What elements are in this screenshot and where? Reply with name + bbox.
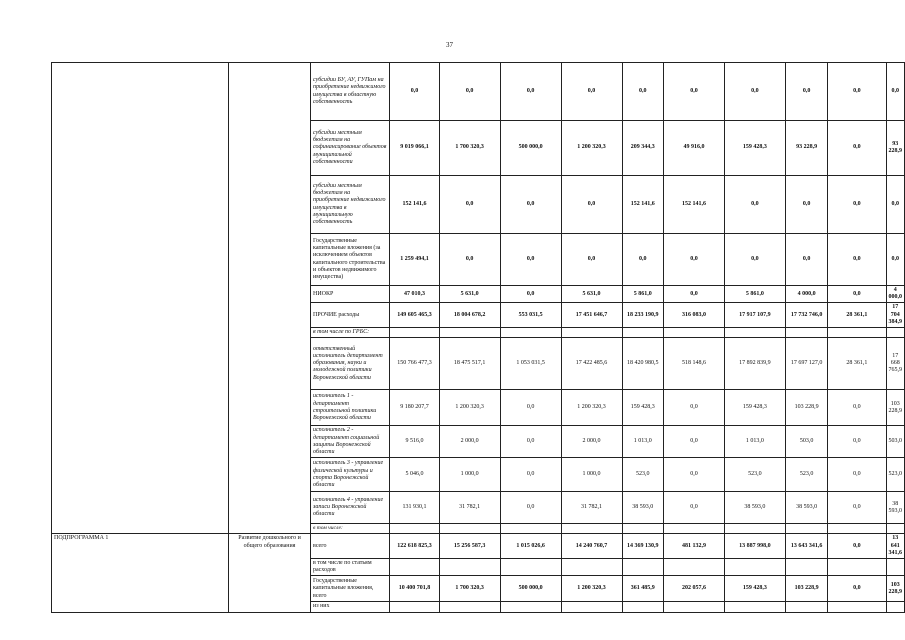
value-cell: 5 631,0: [561, 286, 622, 303]
page-number: 37: [446, 41, 453, 49]
row-label: исполнитель 1 - департамент строительной политики Воронежской области: [311, 390, 390, 426]
row-label: ПРОЧИЕ расходы: [311, 303, 390, 328]
value-cell: [828, 559, 886, 576]
value-cell: 159 428,3: [622, 390, 663, 426]
value-cell: [785, 328, 827, 338]
value-cell: 0,0: [500, 286, 561, 303]
value-cell: [622, 559, 663, 576]
value-cell: 18 004 678,2: [439, 303, 500, 328]
value-cell: [390, 559, 439, 576]
value-cell: 1 015 026,6: [500, 534, 561, 559]
value-cell: [663, 559, 724, 576]
value-cell: 0,0: [663, 458, 724, 492]
value-cell: 38 593,0: [785, 492, 827, 524]
value-cell: 1 700 320,3: [439, 121, 500, 176]
value-cell: 0,0: [663, 426, 724, 458]
value-cell: 149 605 465,3: [390, 303, 439, 328]
value-cell: [828, 524, 886, 534]
value-cell: 0,0: [663, 390, 724, 426]
value-cell: 0,0: [561, 63, 622, 121]
value-cell: 13 643 341,6: [785, 534, 827, 559]
value-cell: [828, 328, 886, 338]
value-cell: 17 668 765,9: [886, 338, 905, 390]
value-cell: 93 228,9: [785, 121, 827, 176]
row-label: в том числе по ГРБС:: [311, 328, 390, 338]
value-cell: 31 782,1: [439, 492, 500, 524]
value-cell: 361 485,9: [622, 576, 663, 602]
value-cell: [439, 524, 500, 534]
value-cell: 5 861,0: [724, 286, 785, 303]
value-cell: 0,0: [561, 234, 622, 286]
value-cell: 0,0: [500, 426, 561, 458]
table-row: [52, 534, 905, 559]
value-cell: 0,0: [622, 234, 663, 286]
value-cell: 13 887 998,0: [724, 534, 785, 559]
row-label: субсидии местным бюджетам на приобретение недвижимого имущества в муниципальную собственность: [311, 176, 390, 234]
budget-table: [51, 62, 905, 613]
value-cell: 14 369 130,9: [622, 534, 663, 559]
value-cell: 18 233 190,9: [622, 303, 663, 328]
value-cell: 0,0: [663, 234, 724, 286]
value-cell: 0,0: [785, 176, 827, 234]
value-cell: 9 180 207,7: [390, 390, 439, 426]
value-cell: 17 892 839,9: [724, 338, 785, 390]
left-margin-cell: [52, 63, 229, 534]
value-cell: 103 228,9: [886, 576, 905, 602]
value-cell: 209 344,3: [622, 121, 663, 176]
value-cell: 0,0: [828, 286, 886, 303]
value-cell: 1 000,0: [561, 458, 622, 492]
value-cell: 1 200 320,3: [561, 576, 622, 602]
value-cell: 18 420 980,5: [622, 338, 663, 390]
value-cell: [561, 524, 622, 534]
value-cell: 17 732 746,0: [785, 303, 827, 328]
value-cell: 1 053 031,5: [500, 338, 561, 390]
value-cell: 28 361,1: [828, 338, 886, 390]
value-cell: 5 046,0: [390, 458, 439, 492]
value-cell: 18 475 517,1: [439, 338, 500, 390]
value-cell: 38 593,0: [622, 492, 663, 524]
value-cell: [724, 602, 785, 612]
value-cell: 0,0: [724, 234, 785, 286]
row-label: исполнитель 2 - департамент социальной защиты Воронежской области: [311, 426, 390, 458]
value-cell: [500, 559, 561, 576]
value-cell: 0,0: [785, 234, 827, 286]
value-cell: [500, 524, 561, 534]
value-cell: [439, 559, 500, 576]
value-cell: 0,0: [439, 234, 500, 286]
intertitle: в том числе:: [311, 524, 390, 534]
value-cell: 523,0: [724, 458, 785, 492]
table-row: [52, 63, 905, 121]
value-cell: 0,0: [663, 492, 724, 524]
value-cell: 0,0: [828, 534, 886, 559]
value-cell: 481 132,9: [663, 534, 724, 559]
value-cell: 0,0: [785, 63, 827, 121]
value-cell: 0,0: [500, 234, 561, 286]
value-cell: 13 641 341,6: [886, 534, 905, 559]
value-cell: 0,0: [663, 286, 724, 303]
value-cell: [663, 328, 724, 338]
value-cell: [724, 328, 785, 338]
value-cell: 5 631,0: [439, 286, 500, 303]
value-cell: 28 361,1: [828, 303, 886, 328]
value-cell: 1 700 320,3: [439, 576, 500, 602]
row-label: Государственные капитальные вложения (за исключением объектов капитального строительства и объектов недвижимого имущества): [311, 234, 390, 286]
row-label: в том числе по статьям расходов: [311, 559, 390, 576]
value-cell: 0,0: [663, 63, 724, 121]
value-cell: 0,0: [886, 234, 905, 286]
value-cell: 523,0: [886, 458, 905, 492]
value-cell: [390, 328, 439, 338]
value-cell: 1 200 320,3: [561, 390, 622, 426]
value-cell: 523,0: [785, 458, 827, 492]
value-cell: 38 593,0: [724, 492, 785, 524]
row-label: исполнитель 3 - управление физической культуры и спорта Воронежской области: [311, 458, 390, 492]
value-cell: 2 000,0: [439, 426, 500, 458]
value-cell: 523,0: [622, 458, 663, 492]
value-cell: [886, 524, 905, 534]
value-cell: 0,0: [500, 492, 561, 524]
row-label: НИОКР: [311, 286, 390, 303]
value-cell: [785, 559, 827, 576]
value-cell: 47 010,3: [390, 286, 439, 303]
value-cell: 38 593,0: [886, 492, 905, 524]
value-cell: 17 422 485,6: [561, 338, 622, 390]
row-label: субсидии БУ, АУ, ГУПам на приобретение недвижимого имущества в областную собственность: [311, 63, 390, 121]
value-cell: 1 013,0: [724, 426, 785, 458]
value-cell: 1 000,0: [439, 458, 500, 492]
value-cell: 0,0: [724, 63, 785, 121]
value-cell: 4 000,0: [785, 286, 827, 303]
row-label: из них: [311, 602, 390, 612]
value-cell: 553 031,5: [500, 303, 561, 328]
value-cell: [439, 602, 500, 612]
value-cell: 0,0: [828, 390, 886, 426]
value-cell: [724, 524, 785, 534]
value-cell: [886, 559, 905, 576]
value-cell: 0,0: [828, 121, 886, 176]
value-cell: 93 228,9: [886, 121, 905, 176]
value-cell: 0,0: [439, 176, 500, 234]
value-cell: 0,0: [828, 576, 886, 602]
value-cell: 0,0: [828, 492, 886, 524]
value-cell: 0,0: [828, 234, 886, 286]
row-label: субсидии местным бюджетам на софинансирование объектов муниципальной собственности: [311, 121, 390, 176]
value-cell: 0,0: [828, 426, 886, 458]
value-cell: 159 428,3: [724, 576, 785, 602]
value-cell: 122 618 825,3: [390, 534, 439, 559]
value-cell: 159 428,3: [724, 121, 785, 176]
value-cell: 0,0: [724, 176, 785, 234]
value-cell: 103 228,9: [886, 390, 905, 426]
value-cell: [500, 602, 561, 612]
value-cell: [622, 602, 663, 612]
value-cell: [785, 524, 827, 534]
value-cell: [622, 328, 663, 338]
row-label: исполнитель 4 - управление записи Воронежской области: [311, 492, 390, 524]
value-cell: [439, 328, 500, 338]
value-cell: [622, 524, 663, 534]
value-cell: 131 930,1: [390, 492, 439, 524]
value-cell: 0,0: [828, 176, 886, 234]
value-cell: 0,0: [886, 176, 905, 234]
value-cell: 503,0: [785, 426, 827, 458]
value-cell: 0,0: [500, 176, 561, 234]
value-cell: 1 200 320,3: [561, 121, 622, 176]
value-cell: 150 766 477,3: [390, 338, 439, 390]
value-cell: 17 704 384,9: [886, 303, 905, 328]
value-cell: 9 516,0: [390, 426, 439, 458]
value-cell: 0,0: [561, 176, 622, 234]
value-cell: 503,0: [886, 426, 905, 458]
value-cell: 518 148,6: [663, 338, 724, 390]
value-cell: 0,0: [500, 63, 561, 121]
row-label: всего: [311, 534, 390, 559]
value-cell: 17 917 107,9: [724, 303, 785, 328]
value-cell: [785, 602, 827, 612]
row-label: ответственный исполнитель департамент образования, науки и молодежной политики Воронежской области: [311, 338, 390, 390]
value-cell: [663, 602, 724, 612]
value-cell: [724, 559, 785, 576]
value-cell: [390, 524, 439, 534]
value-cell: 1 259 494,1: [390, 234, 439, 286]
value-cell: [828, 602, 886, 612]
value-cell: 0,0: [828, 458, 886, 492]
value-cell: 0,0: [622, 63, 663, 121]
value-cell: [561, 559, 622, 576]
value-cell: [500, 328, 561, 338]
value-cell: 500 000,0: [500, 576, 561, 602]
value-cell: [561, 328, 622, 338]
value-cell: [390, 602, 439, 612]
value-cell: 0,0: [500, 390, 561, 426]
value-cell: 15 256 587,3: [439, 534, 500, 559]
value-cell: [886, 602, 905, 612]
value-cell: 152 141,6: [622, 176, 663, 234]
value-cell: 1 013,0: [622, 426, 663, 458]
subprogram-name-cell: [229, 63, 311, 534]
value-cell: 10 400 701,8: [390, 576, 439, 602]
subprogram-code: ПОДПРОГРАММА 1: [52, 534, 229, 612]
value-cell: 152 141,6: [663, 176, 724, 234]
value-cell: [561, 602, 622, 612]
value-cell: 159 428,3: [724, 390, 785, 426]
value-cell: 5 861,0: [622, 286, 663, 303]
value-cell: 1 200 320,3: [439, 390, 500, 426]
value-cell: 2 000,0: [561, 426, 622, 458]
value-cell: 152 141,6: [390, 176, 439, 234]
row-label: Государственные капитальные вложения, всего: [311, 576, 390, 602]
value-cell: 49 916,0: [663, 121, 724, 176]
subprogram-name: Развитие дошкольного и общего образования: [229, 534, 311, 612]
value-cell: 0,0: [439, 63, 500, 121]
value-cell: 31 782,1: [561, 492, 622, 524]
value-cell: 17 451 646,7: [561, 303, 622, 328]
value-cell: 0,0: [886, 63, 905, 121]
value-cell: 0,0: [828, 63, 886, 121]
value-cell: 0,0: [500, 458, 561, 492]
value-cell: 103 228,9: [785, 390, 827, 426]
value-cell: 14 240 760,7: [561, 534, 622, 559]
value-cell: 202 057,6: [663, 576, 724, 602]
value-cell: [886, 328, 905, 338]
value-cell: 9 019 066,1: [390, 121, 439, 176]
value-cell: 103 228,9: [785, 576, 827, 602]
value-cell: 17 697 127,0: [785, 338, 827, 390]
value-cell: 4 000,0: [886, 286, 905, 303]
value-cell: 316 083,0: [663, 303, 724, 328]
value-cell: [663, 524, 724, 534]
value-cell: 500 000,0: [500, 121, 561, 176]
value-cell: 0,0: [390, 63, 439, 121]
table-body: [52, 63, 905, 613]
